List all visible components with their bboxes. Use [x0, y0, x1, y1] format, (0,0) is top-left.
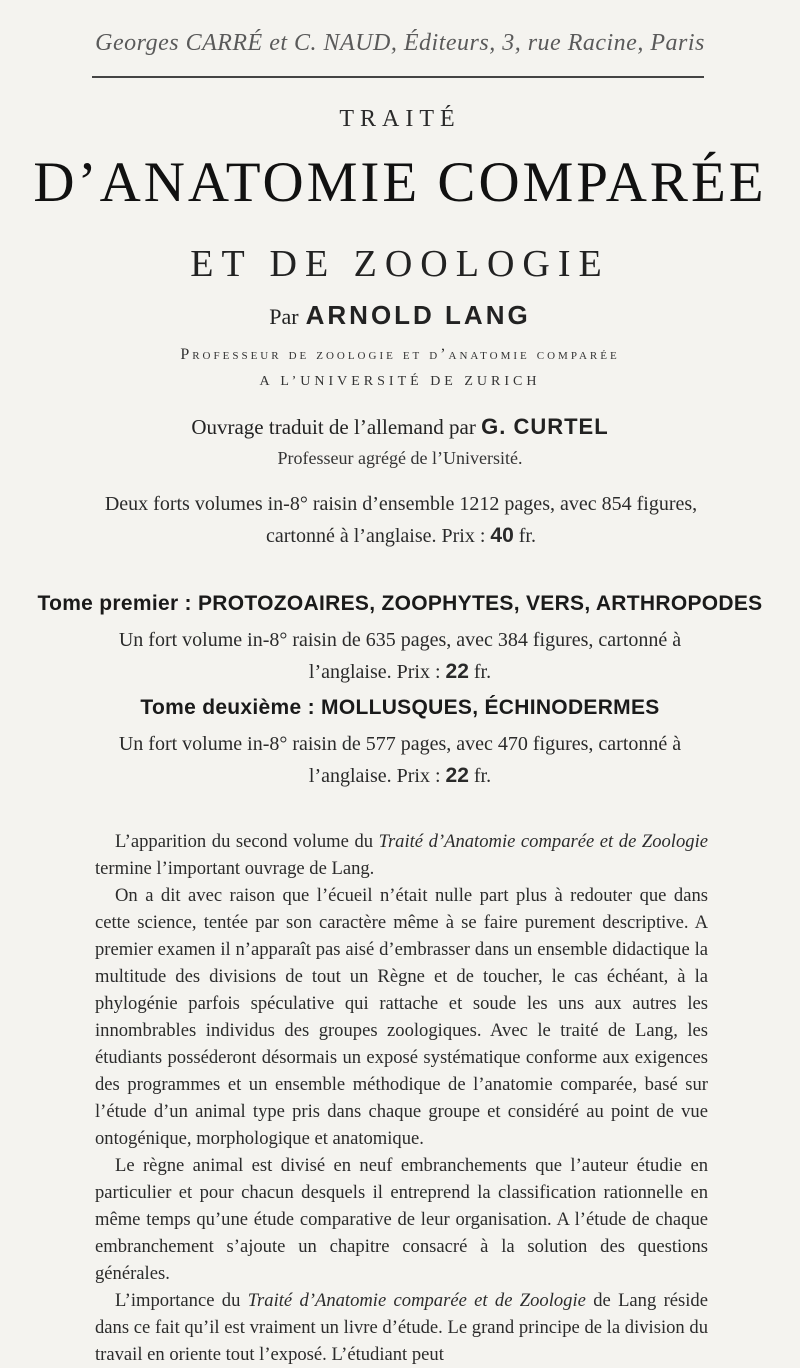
translation-text: Ouvrage traduit de l’allemand par	[191, 415, 476, 439]
tome-2-text: Un fort volume in-8° raisin de 577 pages, avec 470 figures, cartonné à l’anglaise. Prix :	[118, 733, 682, 787]
title-pre: TRAITÉ	[339, 106, 461, 132]
review-text	[95, 828, 708, 1368]
author-position-line2: A L’UNIVERSITÉ DE ZURICH	[259, 374, 541, 389]
tome-1-text: Un fort volume in-8° raisin de 635 pages, avec 384 figures, cartonné à l’anglaise. Prix :	[118, 629, 682, 683]
author-name: ARNOLD LANG	[305, 300, 531, 330]
translation-line	[0, 414, 800, 440]
main-title: D’ANATOMIE COMPARÉE	[33, 151, 767, 214]
review-paragraph-4	[95, 1287, 708, 1368]
author-line	[0, 300, 800, 331]
tome-1-description	[110, 624, 690, 688]
volumes-summary	[96, 488, 706, 552]
header-rule	[92, 76, 704, 78]
tome-2-price: 22	[445, 764, 469, 787]
volumes-price: 40	[490, 524, 514, 547]
author-position-line1: Professeur de zoologie et d’anatomie comparée	[180, 346, 620, 363]
p4-lead: L’importance du	[115, 1290, 241, 1311]
tome-2-heading: Tome deuxième : MOLLUSQUES, ÉCHINODERMES	[140, 696, 660, 719]
tome-1-heading: Tome premier : PROTOZOAIRES, ZOOPHYTES, VERS, ARTHROPODES	[37, 592, 763, 615]
translator-name: G. CURTEL	[481, 414, 609, 439]
translator-role: Professeur agrégé de l’Université.	[277, 448, 523, 468]
volumes-currency: fr.	[518, 525, 536, 547]
author-by: Par	[269, 304, 299, 329]
publisher-line: Georges CARRÉ et C. NAUD, Éditeurs, 3, rue Racine, Paris	[95, 30, 705, 56]
p1-tail: termine l’important ouvrage de Lang.	[95, 858, 375, 879]
review-paragraph-2: On a dit avec raison que l’écueil n’était nulle part plus à redouter que dans cette science, tentée par son caractère même à se faire purement descriptive. A premier examen il n’apparaît pas aisé d’embrasser dans un ensemble didactique la multitude des divisions de tout un Règne et de toucher, le cas échéant, à la phylogénie parfois spéculative qui rattache et soude les uns aux autres les innombrables individus des groupes zoologiques. Avec le traité de Lang, les étudiants posséderont désormais un exposé systématique conforme aux exigences des programmes et un ensemble méthodique de l’anatomie comparée, basé sur l’étude d’un animal type pris dans chaque groupe et considéré au point de vue ontogénique, morphologique et anatomique.	[95, 885, 708, 1149]
review-paragraph-3: Le règne animal est divisé en neuf embranchements que l’auteur étudie en particulier et pour chacun desquels il entreprend la classification rationnelle en même temps qu’une étude comparative de leur organisation. A l’étude de chaque embranchement s’ajoute un chapitre consacré à la solution des questions générales.	[95, 1155, 708, 1284]
tome-2-description	[110, 728, 690, 792]
tome-2-currency: fr.	[473, 765, 492, 787]
review-paragraph-1	[95, 828, 708, 882]
tome-1-price: 22	[445, 660, 469, 683]
sub-title: ET DE ZOOLOGIE	[190, 243, 610, 285]
p4-book-title: Traité d’Anatomie comparée et de Zoologie	[247, 1290, 586, 1311]
volumes-text: Deux forts volumes in-8° raisin d’ensemble 1212 pages, avec 854 figures, cartonné à l’anglaise. Prix :	[104, 493, 698, 547]
p4-tail: de Lang réside dans ce fait qu’il est vraiment un livre d’étude. Le grand principe de la division du travail en oriente tout l’exposé. L’étudiant peut	[95, 1290, 708, 1365]
tome-1-currency: fr.	[473, 661, 492, 683]
p1-lead: L’apparition du second volume du	[115, 831, 374, 852]
p1-book-title: Traité d’Anatomie comparée et de Zoologie	[378, 831, 708, 852]
